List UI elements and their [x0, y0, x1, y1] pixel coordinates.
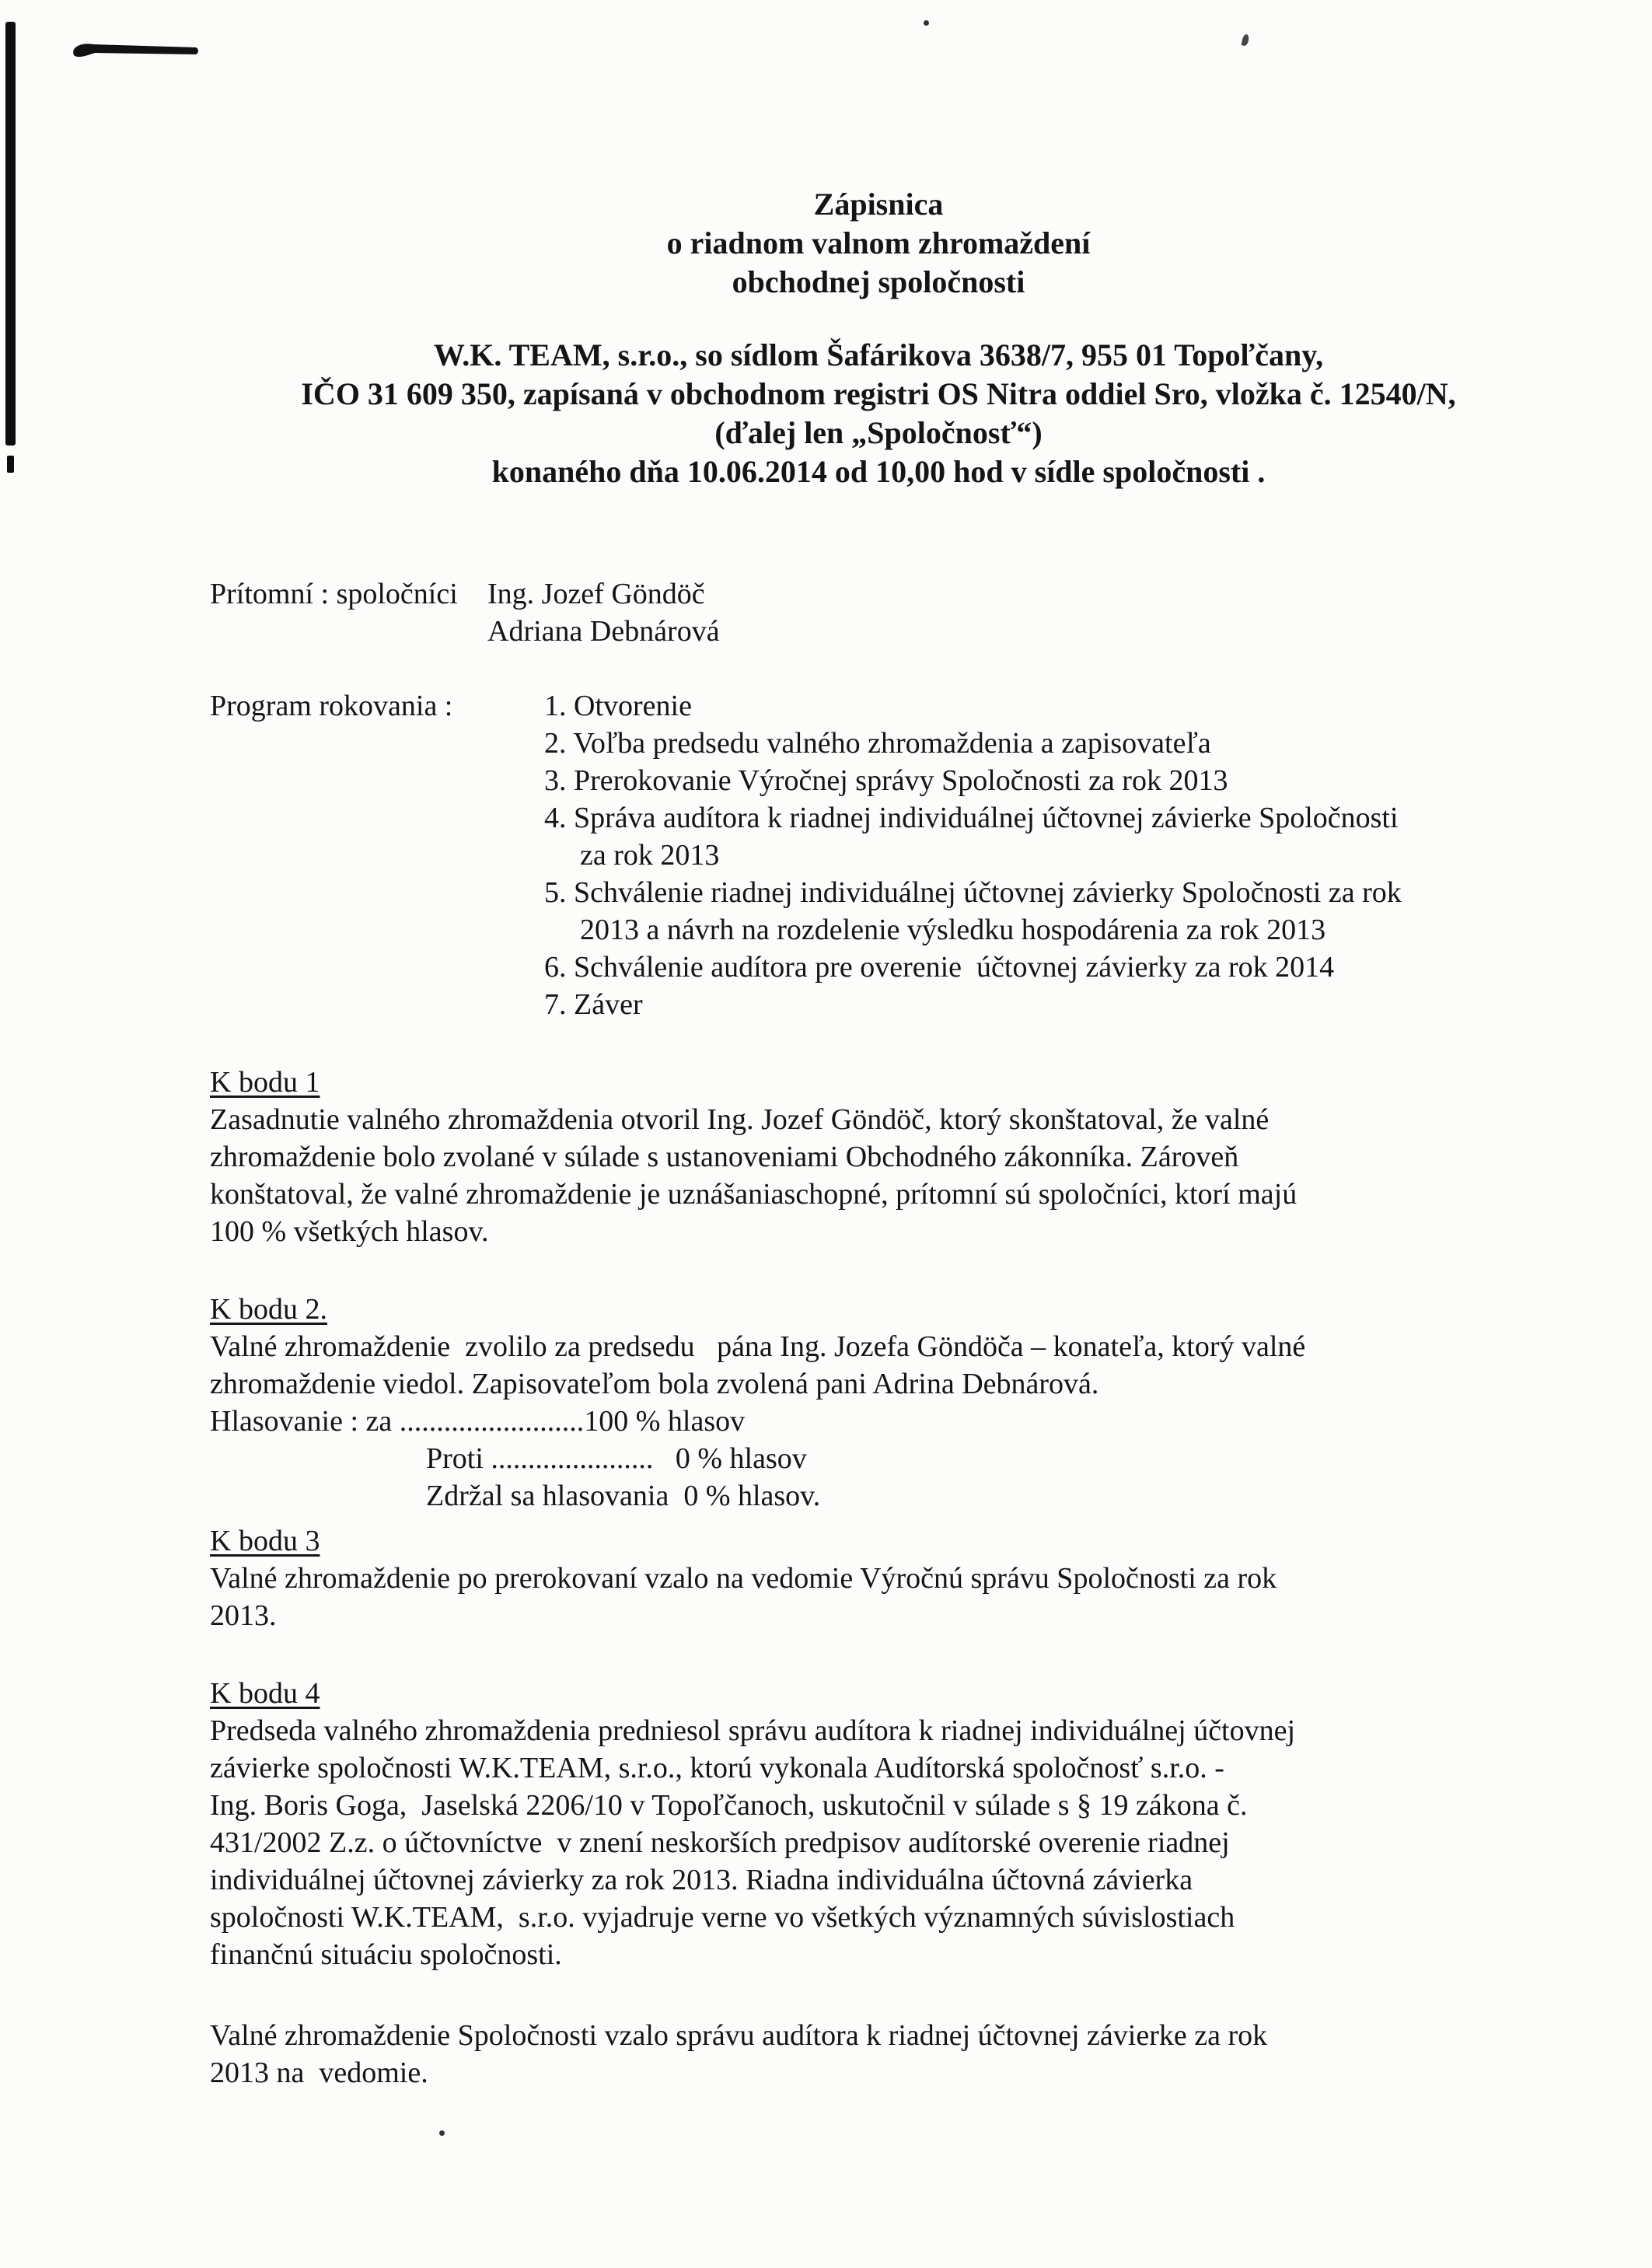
- agenda-item: 3. Prerokovanie Výročnej správy Spoločnosti za rok 2013: [544, 764, 1228, 797]
- scan-speck: [924, 20, 929, 26]
- company-line: W.K. TEAM, s.r.o., so sídlom Šafárikova 3638/7, 955 01 Topoľčany,: [433, 337, 1324, 372]
- paragraph-line: 2013.: [210, 1599, 277, 1632]
- paragraph-line: 2013 na vedomie.: [210, 2057, 428, 2089]
- agenda-item-continuation: za rok 2013: [580, 839, 720, 872]
- paragraph-line: konštatoval, že valné zhromaždenie je uznášaniaschopné, prítomní sú spoločníci, ktorí majú: [210, 1178, 1298, 1211]
- agenda-item: 2. Voľba predsedu valného zhromaždenia a zapisovateľa: [544, 727, 1211, 760]
- company-line: konaného dňa 10.06.2014 od 10,00 hod v sídle spoločnosti .: [491, 454, 1266, 489]
- paragraph-line: zhromaždenie viedol. Zapisovateľom bola zvolená pani Adrina Debnárová.: [210, 1368, 1099, 1400]
- scan-edge-bar: [5, 22, 16, 446]
- paragraph-line: závierke spoločnosti W.K.TEAM, s.r.o., ktorú vykonala Audítorská spoločnosť s.r.o. -: [210, 1752, 1224, 1784]
- voting-line: Hlasovanie : za .........................100 % hlasov: [210, 1405, 746, 1438]
- section-k-bodu-1: [210, 1064, 1547, 1250]
- document-title: [210, 185, 1547, 302]
- attendee-name: Ing. Jozef Göndöč: [487, 578, 705, 610]
- paragraph-line: Valné zhromaždenie zvolilo za predsedu pána Ing. Jozefa Göndöča – konateľa, ktorý valné: [210, 1330, 1306, 1363]
- attendees-block: [210, 575, 1547, 650]
- agenda-block: [210, 687, 1547, 1023]
- section-heading: K bodu 3: [210, 1525, 320, 1557]
- paragraph-line: 100 % všetkých hlasov.: [210, 1215, 489, 1248]
- company-line: IČO 31 609 350, zapísaná v obchodnom registri OS Nitra oddiel Sro, vložka č. 12540/N,: [301, 376, 1456, 411]
- paragraph-line: Zasadnutie valného zhromaždenia otvoril Ing. Jozef Göndöč, ktorý skonštatoval, že valné: [210, 1103, 1270, 1136]
- agenda-item: 1. Otvorenie: [544, 690, 692, 722]
- paragraph-line: Valné zhromaždenie Spoločnosti vzalo správu audítora k riadnej účtovnej závierke za rok: [210, 2019, 1268, 2052]
- voting-line: Proti ...................... 0 % hlasov: [426, 1442, 807, 1475]
- agenda-label: Program rokovania :: [210, 690, 453, 722]
- agenda-item-continuation: 2013 a návrh na rozdelenie výsledku hospodárenia za rok 2013: [580, 914, 1326, 946]
- section-heading: K bodu 4: [210, 1677, 320, 1710]
- voting-line: Zdržal sa hlasovania 0 % hlasov.: [426, 1480, 821, 1512]
- title-line: o riadnom valnom zhromaždení: [666, 225, 1091, 260]
- attendee-name: Adriana Debnárová: [487, 615, 720, 648]
- title-line: Zápisnica: [813, 187, 944, 222]
- paragraph-line: zhromaždenie bolo zvolané v súlade s ustanoveniami Obchodného zákonníka. Zároveň: [210, 1141, 1239, 1173]
- agenda-items: [544, 687, 1402, 1023]
- closing-paragraph: [210, 2017, 1547, 2092]
- company-line: (ďalej len „Spoločnosť“): [714, 415, 1043, 450]
- section-k-bodu-4: [210, 1675, 1547, 1973]
- section-k-bodu-2: [210, 1291, 1547, 1515]
- scan-speck: [1242, 33, 1250, 46]
- document-content: [210, 185, 1547, 2092]
- paragraph-line: 431/2002 Z.z. o účtovníctve v znení neskorších predpisov audítorské overenie riadnej: [210, 1826, 1230, 1859]
- agenda-item: 7. Záver: [544, 988, 643, 1021]
- company-header: [210, 336, 1547, 491]
- agenda-item: 6. Schválenie audítora pre overenie účtovnej závierky za rok 2014: [544, 951, 1335, 984]
- section-k-bodu-3: [210, 1522, 1547, 1634]
- paragraph-line: Predseda valného zhromaždenia predniesol správu audítora k riadnej individuálnej účtovnej: [210, 1714, 1296, 1747]
- voting-results: [210, 1403, 1547, 1515]
- scan-speck: [439, 2130, 445, 2136]
- agenda-item: 4. Správa audítora k riadnej individuálnej účtovnej závierke Spoločnosti: [544, 802, 1399, 834]
- paragraph-line: individuálnej účtovnej závierky za rok 2013. Riadna individuálna účtovná závierka: [210, 1864, 1193, 1896]
- agenda-item: 5. Schválenie riadnej individuálnej účtovnej závierky Spoločnosti za rok: [544, 876, 1402, 909]
- section-heading: K bodu 2.: [210, 1293, 327, 1326]
- attendees-label: Prítomní : spoločníci: [210, 578, 458, 610]
- scan-edge-tick: [7, 456, 14, 473]
- paragraph-line: Ing. Boris Goga, Jaselská 2206/10 v Topoľčanoch, uskutočnil v súlade s § 19 zákona č.: [210, 1789, 1248, 1822]
- paragraph-line: spoločnosti W.K.TEAM, s.r.o. vyjadruje verne vo všetkých významných súvislostiach: [210, 1901, 1235, 1934]
- pen-mark-artifact: [70, 36, 202, 73]
- paragraph-line: Valné zhromaždenie po prerokovaní vzalo na vedomie Výročnú správu Spoločnosti za rok: [210, 1562, 1277, 1595]
- section-heading: K bodu 1: [210, 1066, 320, 1099]
- attendees-names: [487, 575, 720, 650]
- title-line: obchodnej spoločnosti: [732, 264, 1025, 299]
- paragraph-line: finančnú situáciu spoločnosti.: [210, 1938, 562, 1971]
